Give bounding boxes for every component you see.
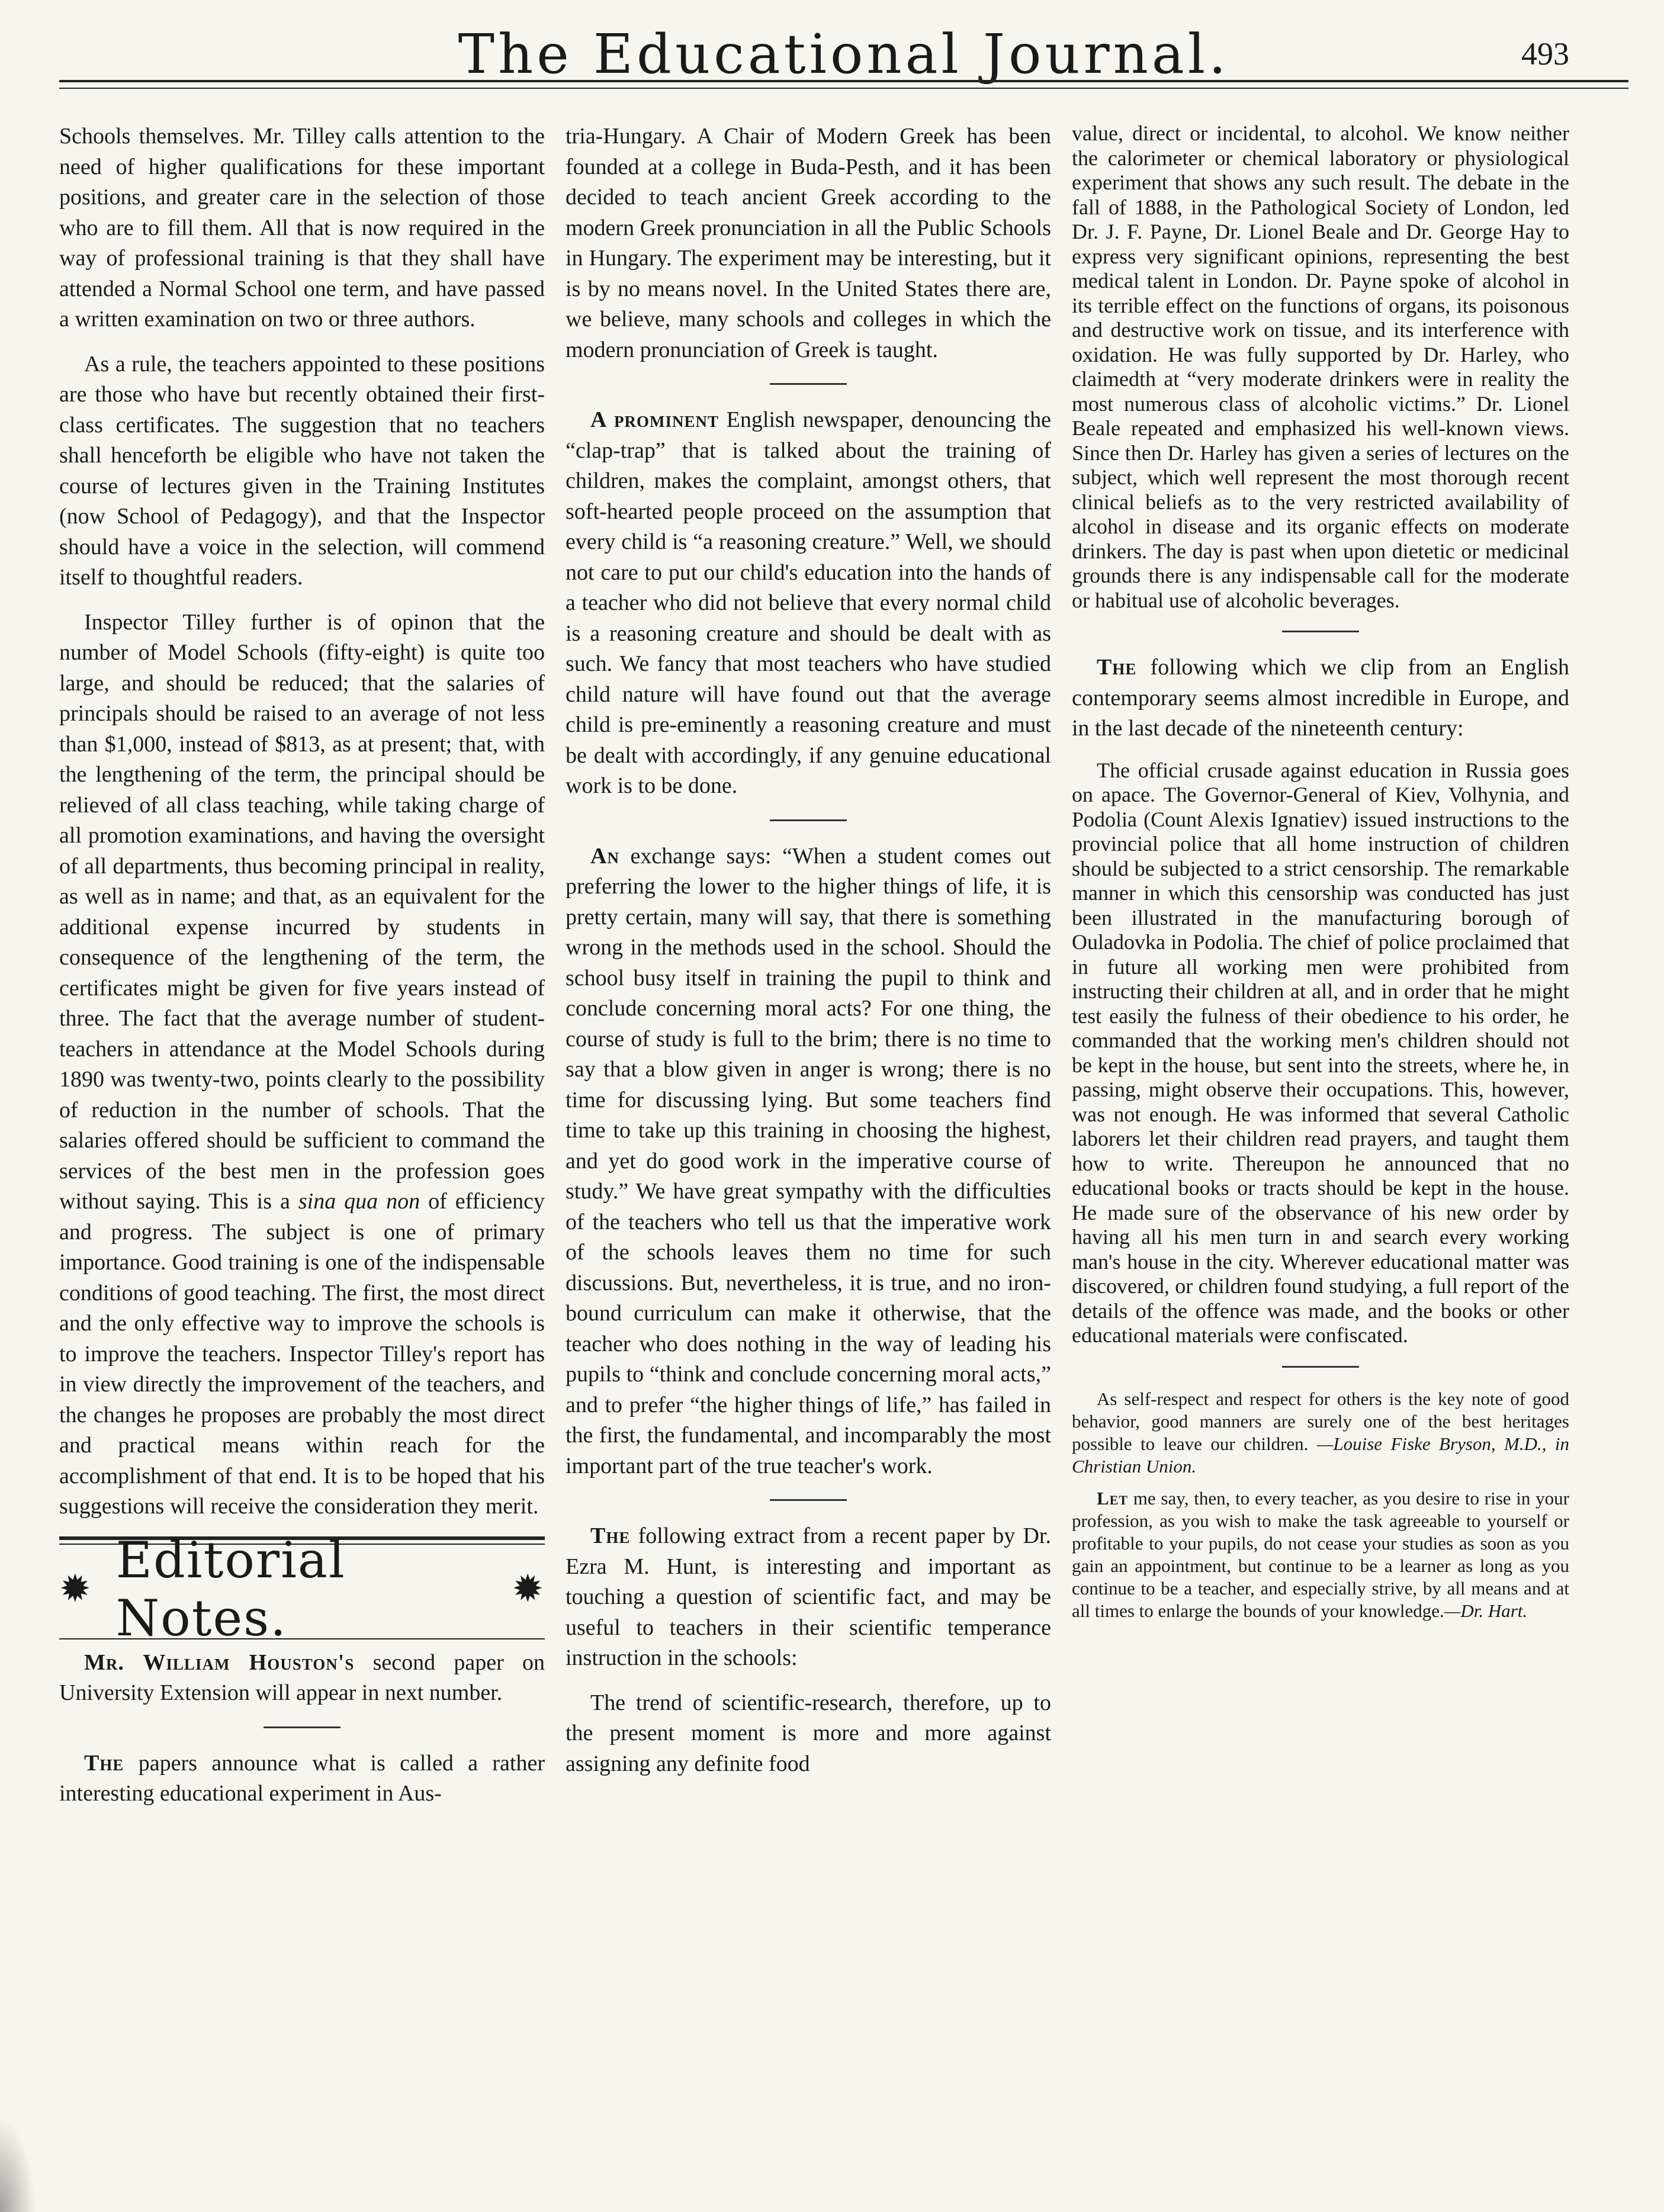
text-run: papers announce what is called a rather interesting educational experiment in Aus-: [59, 1750, 545, 1806]
header-rule: [59, 80, 1628, 82]
paragraph: [59, 1748, 545, 1809]
page-edge-smudge: [0, 2117, 36, 2212]
header-rule-thin: [59, 88, 1628, 89]
column-1: [59, 121, 545, 1824]
paragraph: value, direct or incidental, to alcohol. We know neither the calorimeter or chemical laboratory or physiological experiment that shows any such result. The debate in the fall of 1888, in the Pathological Society of London, led Dr. J. F. Payne, Dr. Lionel Beale and Dr. George Hay to express very significant opinions, representing the best medical talent in London. Dr. Payne spoke of alcohol in its terrible effect on the functions of organs, its poisonous and destructive work on tissue, and its interference with oxidation. He was fully supported by Dr. Harley, who claimedth at “very moderate drinkers were in reality the most numerous class of alcoholic victims.” Dr. Lionel Beale repeated and emphasized his well-known views. Since then Dr. Harley has given a series of lectures on the subject, which well represent the most thorough recent clinical beliefs as to the very restricted availability of alcohol in disease and its organic effects on moderate drinkers. The day is past when upon dietetic or medicinal grounds there is any indispensable call for the moderate or habitual use of alcoholic beverages.: [1072, 121, 1569, 612]
lead-in: A prominent: [590, 407, 719, 432]
separator: [1282, 1366, 1359, 1368]
column-2: [566, 121, 1051, 1793]
text-run: exchange says: “When a student comes out preferring the lower to the higher things of life, it is pretty certain, many will say, that there is something wrong in the methods used in the school. Should the school busy itself in training the pupil to think and conclude concerning moral acts? For one thing, the course of study is full to the brim; there is no time to say that a blow given in anger is wrong; there is no time for discussing lying. But some teachers find time to take up this training in choosing the highest, and yet do good work in the imperative course of study.” We have great sympathy with the difficulties of the teachers who tell us that the imperative work of the schools leaves them no time for such discussions. But, nevertheless, it is true, and no iron-bound curriculum can make it otherwise, that the teacher who does nothing in the way of leading his pupils to “think and conclude concerning moral acts,” and to prefer “the higher things of life,” has failed in the first, the fundamental, and incomparably the most important part of the true teacher's work.: [566, 843, 1051, 1478]
paragraph: [566, 1521, 1051, 1674]
separator: [770, 819, 847, 821]
text-run: following extract from a recent paper by Dr. Ezra M. Hunt, is interesting and important as touching a question of scientific fact, and may be useful to teachers in their scientific temperance instruction in the schools:: [566, 1523, 1051, 1670]
lead-in: Let: [1097, 1487, 1129, 1509]
asterism-icon: ✹: [59, 1567, 92, 1611]
page-number: 493: [1521, 36, 1569, 72]
lead-in: The: [1097, 655, 1137, 680]
italic-phrase: sina qua non: [298, 1189, 420, 1214]
paragraph: [59, 1648, 545, 1709]
separator: [770, 383, 847, 385]
section-title: Editorial Notes.: [115, 1531, 346, 1647]
text-run: Inspector Tilley further is of opinon that the number of Model Schools (fifty-eight) is quite too large, and should be reduced; that the salaries of principals should be raised to an average of not less than $1,000, instead of $813, as at present; that, with the lengthening of the term, the principal should be relieved of all class teaching, while taking charge of all promotion examinations, and having the oversight of all departments, thus becoming principal in reality, as well as in name; and that, as an equivalent for the additional expense incurred by students in consequence of the lengthening of the term, the certificates might be given for five years instead of three. The fact that the average number of student-teachers in attendance at the Model Schools during 1890 was twenty-two, points clearly to the possibility of reduction in the number of schools. That the salaries offered should be sufficient to command the services of the best men in the profession goes without saying. This is a: [59, 609, 545, 1214]
text-run: following which we clip from an English contemporary seems almost incredible in Europe, and in the last decade of the nineteenth century:: [1072, 655, 1569, 741]
separator: [264, 1726, 340, 1728]
masthead: [59, 18, 1628, 107]
separator: [770, 1499, 847, 1501]
paragraph: tria-Hungary. A Chair of Modern Greek has been founded at a college in Buda-Pesth, and it has been decided to teach ancient Greek according to the modern Greek pronunciation in all the Public Schools in Hungary. The experiment may be interesting, but it is by no means novel. In the United States there are, we believe, many schools and colleges in which the modern pronunciation of Greek is taught.: [566, 124, 1051, 362]
text-run: me say, then, to every teacher, as you desire to rise in your profession, as you wish to make the task agreeable to yourself or profitable to your pupils, do not cease your studies as soon as you gain an appointment, but continue to be a learner as long as you continue to be a teacher, and especially strive, by all means and at all times to enlarge the bounds of your knowledge.: [1072, 1487, 1569, 1621]
attribution: —Louise Fiske Bryson, M.D., in Christian Union.: [1072, 1433, 1569, 1477]
lead-in: Mr. William Houston's: [84, 1650, 355, 1675]
paragraph: [566, 405, 1051, 802]
text-run: As self-respect and respect for others is the key note of good behavior, good manners are surely one of the best heritages possible to leave our children.: [1072, 1388, 1569, 1454]
paragraph: [1072, 652, 1569, 744]
separator: [1282, 631, 1359, 632]
quotation: [1072, 1487, 1569, 1622]
lead-in: An: [590, 843, 619, 869]
paragraph: Schools themselves. Mr. Tilley calls attention to the need of higher qualifications for these important positions, and greater care in the selection of those who are to fill them. All that is now required in the way of professional training is that they shall have attended a Normal School one term, and have passed a written examination on two or three authors.: [59, 124, 545, 332]
text-run: of efficiency and progress. The subject is one of primary importance. Good training is one of the indispensable conditions of good teaching. The first, the most direct and the only effective way to improve the schools is to improve the teachers. Inspector Tilley's report has in view directly the improvement of the teachers, and the changes he proposes are probably the most direct and practical means within reach for the accomplishment of that end. It is to be hoped that his suggestions will receive the consideration they merit.: [59, 1189, 545, 1519]
paragraph: As a rule, the teachers appointed to these positions are those who have but recently obtained their first-class certificates. The suggestion that no teachers shall henceforth be eligible who have not taken the course of lectures given in the Training Institutes (now School of Pedagogy), and that the Inspector should have a voice in the selection, will commend itself to thoughtful readers.: [59, 351, 545, 590]
journal-title: The Educational Journal.: [458, 22, 1230, 86]
paragraph: The trend of scientific-research, therefore, up to the present moment is more and more against assigning any definite food: [566, 1690, 1051, 1776]
quotations: [1072, 1388, 1569, 1622]
editorial-notes-heading-box: [59, 1531, 545, 1647]
paragraph: [59, 607, 545, 1522]
text-run: second paper on University Extension will appear in next number.: [59, 1650, 545, 1705]
quotation: [1072, 1388, 1569, 1478]
lead-in: The: [590, 1523, 631, 1548]
asterism-icon: ✹: [512, 1567, 545, 1611]
paragraph: The official crusade against education in Russia goes on apace. The Governor-General of Kiev, Volhynia, and Podolia (Count Alexis Ignatiev) issued instructions to the provincial police that all home instruction of children should be subjected to a strict censorship. The remarkable manner in which this censorship was conducted has just been illustrated in the manufacturing borough of Ouladovka in Podolia. The chief of police proclaimed that in future all working men were prohibited from instructing their children at all, and in order that he might test easily the fulness of their obedience to his order, he commanded that the working men's children should not be kept in the house, but sent into the streets, where he, in passing, might observe their occupations. This, however, was not enough. He was informed that several Catholic laborers let their children read prayers, and taught them how to write. Thereupon he announced that no educational books or tracts should be kept in the house. He made sure of the observance of his new order by having all his men turn in and search every working man's house in the city. Wherever educational matter was discovered, or children found studying, a full report of the details of the offence was made, and the books or other educational materials were confiscated.: [1072, 758, 1569, 1347]
text-run: English newspaper, denouncing the “clap-trap” that is talked about the training of children, makes the complaint, amongst others, that soft-hearted people proceed on the assumption that every child is “a reasoning creature.” Well, we should not care to put our child's education into the hands of a teacher who did not believe that every normal child is a reasoning creature and should be dealt with as such. We fancy that most teachers who have studied child nature will have found out that the average child is pre-eminently a reasoning creature and must be dealt with accordingly, if any genuine educational work is to be done.: [566, 407, 1051, 798]
attribution: —Dr. Hart.: [1444, 1600, 1528, 1621]
column-3: [1072, 121, 1569, 1632]
paragraph: [566, 841, 1051, 1482]
lead-in: The: [84, 1750, 124, 1776]
editorial-notes-heading: [59, 1531, 545, 1647]
